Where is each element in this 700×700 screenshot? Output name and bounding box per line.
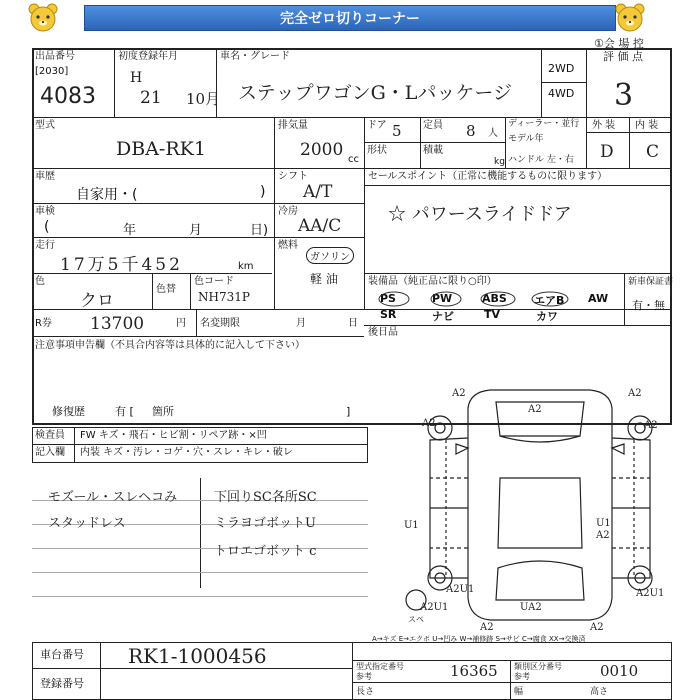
colorcode-value: NH731P xyxy=(198,290,250,304)
damage-mark: A2 xyxy=(528,404,542,415)
reg-label: 登録番号 xyxy=(40,677,84,690)
equip-leather: カワ xyxy=(536,310,558,323)
caution-label: 注意事項申告欄（不具合内容等は具体的に記入して下さい） xyxy=(35,340,305,351)
damage-mark: A2U1 xyxy=(446,584,475,595)
load-label: 積載 xyxy=(423,145,443,156)
deadline-month: 月 xyxy=(296,318,306,329)
drive-4wd: 4WD xyxy=(548,87,575,100)
mileage-label: 走行 xyxy=(35,240,55,251)
banner xyxy=(0,0,700,36)
deadline-day: 日 xyxy=(348,318,358,329)
displacement-label: 排気量 xyxy=(278,120,308,131)
score-label: 評 価 点 xyxy=(603,50,643,63)
deadline-label: 名変期限 xyxy=(200,318,240,329)
equip-airbag: エアB xyxy=(534,294,565,307)
color-value: クロ xyxy=(80,291,114,311)
cooling-label: 冷房 xyxy=(278,206,298,217)
usage-value: 自家用・( xyxy=(76,187,138,203)
ref-label-2: 参考 xyxy=(514,672,530,681)
damage-mark: U1 xyxy=(404,520,419,531)
ref-label-1: 参考 xyxy=(356,672,372,681)
fuel-label: 燃料 xyxy=(278,240,298,251)
recycle-value: 13700 xyxy=(90,314,145,334)
interior-label: 内 装 xyxy=(635,120,659,131)
banner-title: 完全ゼロ切りコーナー xyxy=(280,11,420,27)
type-no-value: 16365 xyxy=(450,662,498,680)
repair-close: ] xyxy=(346,405,351,418)
dealer-label: ディーラー・並行 xyxy=(508,119,580,129)
newcar-value: 有・無 xyxy=(632,299,665,312)
banner-bar xyxy=(84,5,616,31)
inspection-label: 車検 xyxy=(35,206,55,217)
first-reg-era: H xyxy=(130,70,143,86)
damage-mark: A2 xyxy=(422,418,436,429)
note-left-1: モズール・スレヘコみ xyxy=(48,490,178,505)
damage-mark: UA2 xyxy=(520,602,542,613)
damage-mark: A2 xyxy=(480,622,494,630)
inspection-month: 月 xyxy=(189,223,203,238)
inspector-label: 検査員 xyxy=(35,430,65,441)
shift-label: シフト xyxy=(278,171,308,182)
class-no-label: 類別区分番号 xyxy=(514,662,562,671)
door-value: 5 xyxy=(392,122,402,140)
class-no-value: 0010 xyxy=(600,662,639,680)
equip-circles xyxy=(374,290,624,308)
legend-row2: 内装 キズ・汚レ・コゲ・穴・スレ・キレ・破レ xyxy=(80,447,293,458)
equip-sr: SR xyxy=(380,308,397,321)
yen-unit: 円 xyxy=(176,318,186,329)
repair-label: 修復歴 xyxy=(52,405,85,418)
note-right-3: トロエゴボット c xyxy=(214,544,317,559)
damage-mark: A2U1 xyxy=(636,588,665,599)
entry-number: 4083 xyxy=(40,84,96,109)
selling-label: セールスポイント（正常に機能するものに限ります） xyxy=(368,171,608,182)
selling-value: ☆ パワースライドドア xyxy=(388,204,572,225)
km-unit: km xyxy=(238,261,254,272)
car-damage-diagram xyxy=(400,378,680,630)
model-year-label: モデル年 xyxy=(508,134,544,144)
shift-value: A/T xyxy=(303,182,333,202)
damage-mark: U1 xyxy=(596,518,611,529)
type-no-label: 型式指定番号 xyxy=(356,662,404,671)
usage-label: 車歴 xyxy=(35,171,55,182)
entry-label: 記入欄 xyxy=(35,447,65,458)
paint-label: 色替 xyxy=(156,284,176,295)
repair-place: 箇所 xyxy=(152,405,174,418)
legend-row1: FW キズ・飛石・ヒビ割・リペア跡・×凹 xyxy=(80,430,267,441)
handle-label: ハンドル 左・右 xyxy=(508,155,574,165)
damage-mark: A2 xyxy=(590,622,604,630)
type-value: DBA-RK1 xyxy=(116,138,206,160)
inspection-day: 日) xyxy=(250,223,269,238)
interior-value: C xyxy=(646,142,660,162)
recycle-label: R券 xyxy=(35,318,52,329)
note-left-2: スタッドレス xyxy=(48,516,126,531)
chassis-label: 車台番号 xyxy=(40,648,84,661)
bear-mascot-icon xyxy=(26,2,60,34)
after-label: 後日品 xyxy=(368,327,398,338)
first-reg-label: 初度登録年月 xyxy=(118,51,178,62)
newcar-label: 新車保証書 xyxy=(628,277,674,287)
exterior-label: 外 装 xyxy=(592,120,616,131)
equip-abs: ABS xyxy=(482,292,507,305)
haba-label: 幅 xyxy=(514,687,524,697)
chassis-value: RK1-1000456 xyxy=(128,644,267,668)
kaijo-label: ①会 場 控 xyxy=(594,37,644,50)
damage-mark: A2U1 xyxy=(420,602,449,613)
displacement-value: 2000 xyxy=(300,140,344,160)
drive-2wd: 2WD xyxy=(548,62,575,75)
door-label: ドア xyxy=(367,120,387,131)
shape-label: 形状 xyxy=(367,145,387,156)
damage-mark: A2 xyxy=(452,388,466,399)
inspection-year: 年 xyxy=(123,223,137,238)
usage-close: ) xyxy=(260,184,266,200)
repair-value: 有 [ xyxy=(115,405,134,418)
note-right-2: ミラヨゴボットU xyxy=(214,516,316,531)
equip-ps: PS xyxy=(380,292,396,305)
equip-aw: AW xyxy=(588,292,609,305)
model-value: ステップワゴンG・Lパッケージ xyxy=(238,82,513,104)
equipment-label: 装備品（純正品に限り○印） xyxy=(368,276,497,287)
inspection-open: ( xyxy=(44,219,50,235)
entry-no-label: 出品番号 xyxy=(35,51,75,62)
fuel-gasoline: ガソリン xyxy=(306,247,354,264)
color-label: 色 xyxy=(35,276,45,287)
seats-label: 定員 xyxy=(423,120,443,131)
cc-unit: cc xyxy=(348,154,359,165)
model-label: 車名・グレード xyxy=(220,51,290,62)
entry-code: [2030] xyxy=(35,66,69,77)
cooling-value: AA/C xyxy=(298,216,342,236)
type-label: 型式 xyxy=(35,120,55,131)
damage-mark: A2 xyxy=(644,420,658,431)
seats-unit: 人 xyxy=(488,128,498,139)
diagram-legend: A→キズ E→エクボ U→凹み W→補修跡 S→サビ C→腐食 XX→交換済 xyxy=(372,635,586,643)
damage-mark: A2 xyxy=(628,388,642,399)
equip-navi: ナビ xyxy=(432,310,454,323)
equip-tv: TV xyxy=(484,308,501,321)
exterior-value: D xyxy=(600,142,614,162)
first-reg-year: 21 xyxy=(140,88,162,108)
equip-pw: PW xyxy=(432,292,453,305)
takasa-label: 高さ xyxy=(590,687,609,697)
colorcode-label: 色コード xyxy=(194,276,234,287)
fuel-diesel: 軽 油 xyxy=(310,272,338,286)
mileage-value: 17万5千452 xyxy=(60,255,183,275)
nagasa-label: 長さ xyxy=(356,687,375,697)
seats-value: 8 xyxy=(466,122,476,140)
first-reg-month: 10月 xyxy=(186,90,221,108)
note-right-1: 下回りSC各所SC xyxy=(214,490,317,505)
damage-mark: A2 xyxy=(596,530,610,541)
damage-mark: スペ xyxy=(408,615,424,624)
kg-unit: kg xyxy=(494,157,505,167)
score-value: 3 xyxy=(614,78,634,113)
bear-mascot-icon xyxy=(613,2,647,34)
